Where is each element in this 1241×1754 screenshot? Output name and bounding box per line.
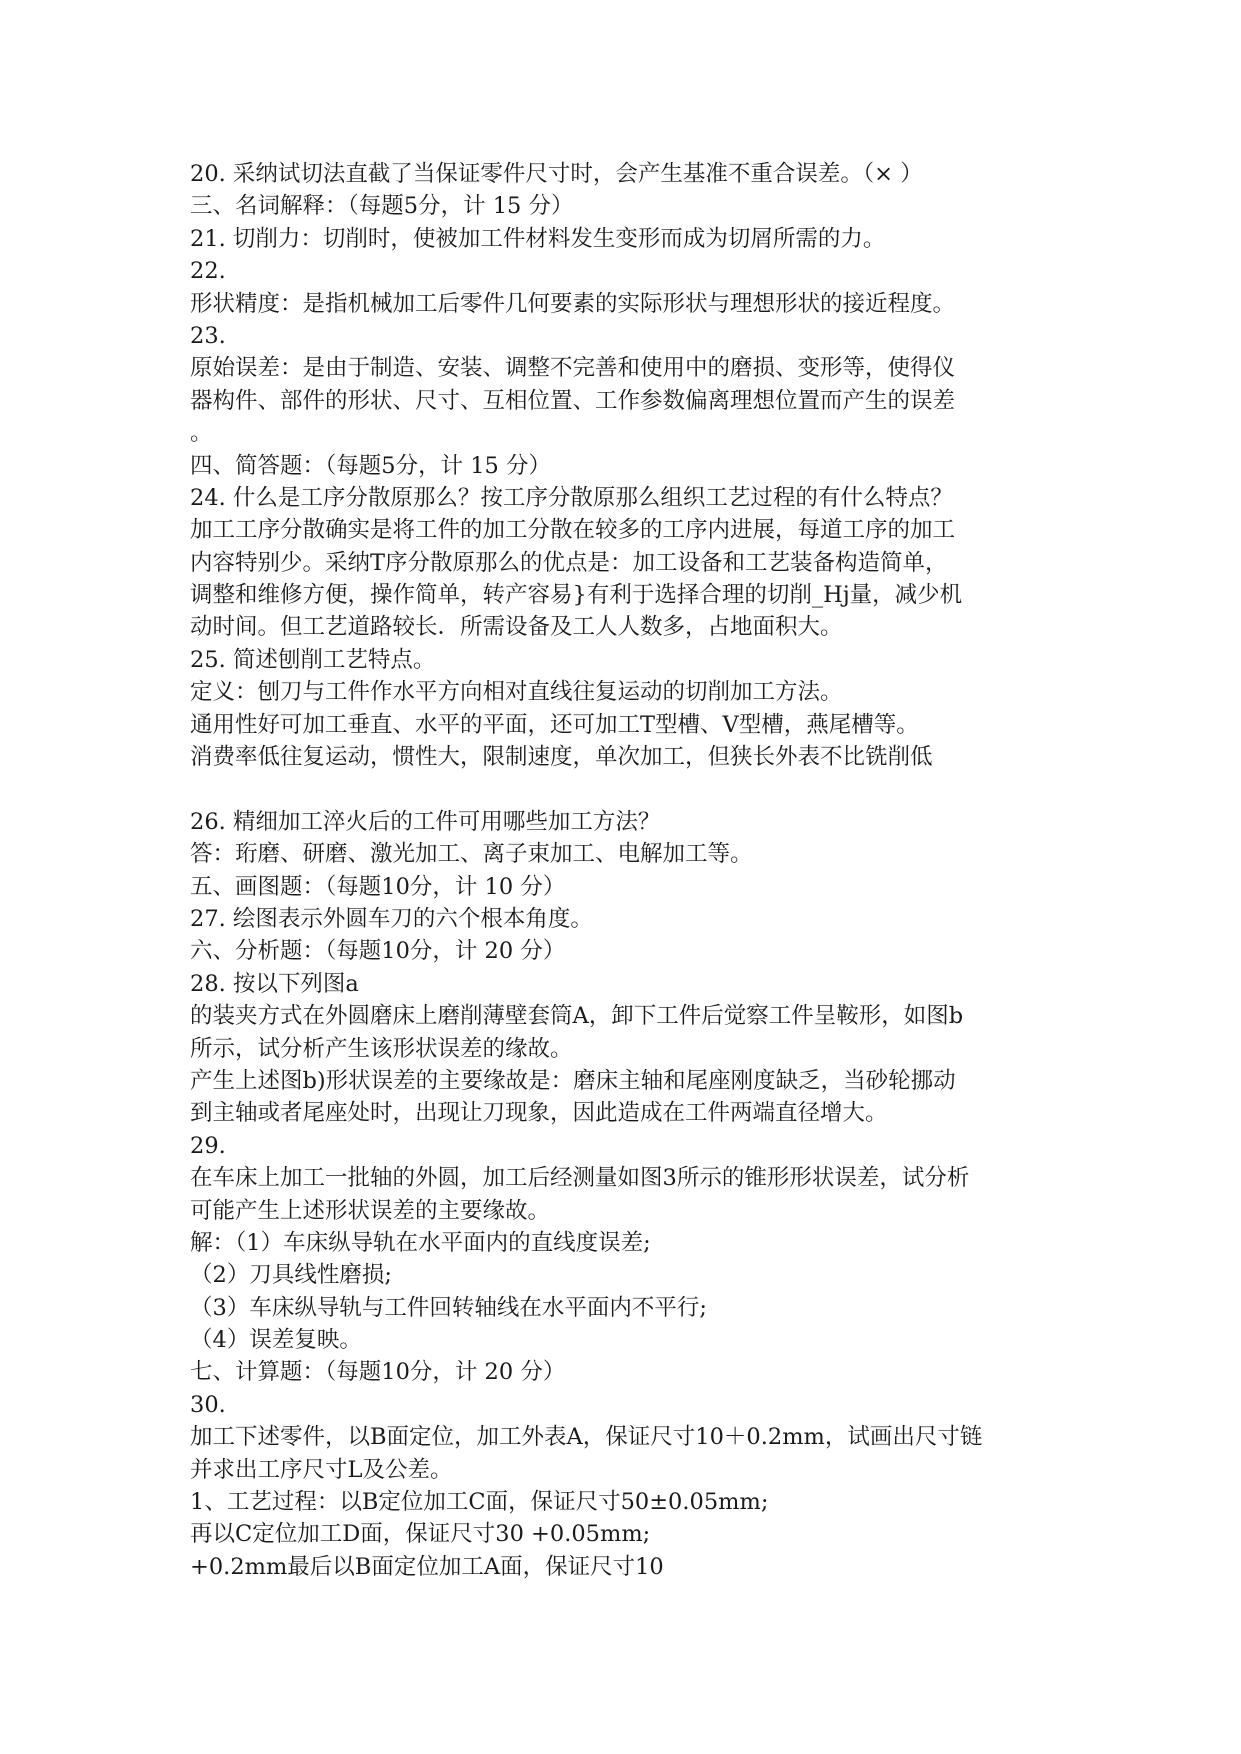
line-q24: 24. 什么是工序分散原那么？按工序分散原那么组织工艺过程的有什么特点？: [190, 484, 953, 511]
line-q21: 21. 切削力：切削时，使被加工件材料发生变形而成为切屑所需的力。: [190, 225, 886, 252]
section-heading-definitions: 三、名词解释：（每题5分，计 15 分）: [190, 193, 574, 220]
line-q30-step-2: 再以C定位加工D面，保证尺寸30 +0.05mm;: [190, 1521, 651, 1548]
line-q23-number: 23.: [190, 322, 226, 349]
line-q28-answer-2: 到主轴或者尾座处时，出现让刀现象，因此造成在工件两端直径增大。: [190, 1100, 888, 1127]
section-heading-short-answer: 四、简答题：（每题5分，计 15 分）: [190, 452, 552, 479]
line-q23-text-2: 器构件、部件的形状、尺寸、互相位置、工作参数偏离理想位置而产生的误差: [190, 387, 956, 414]
line-q28-answer-1: 产生上述图b)形状误差的主要缘故是：磨床主轴和尾座刚度缺乏，当砂轮挪动: [190, 1067, 956, 1094]
line-q23-text-1: 原始误差：是由于制造、安装、调整不完善和使用中的磨损、变形等，使得仪: [190, 355, 956, 382]
line-q29-answer-3: （3）车床纵导轨与工件回转轴线在水平面内不平行;: [190, 1294, 707, 1321]
section-heading-calculation: 七、计算题：（每题10分，计 20 分）: [190, 1359, 566, 1386]
line-q29-answer-2: （2）刀具线性磨损;: [190, 1262, 392, 1289]
line-q27: 27. 绘图表示外圆车刀的六个根本角度。: [190, 905, 593, 932]
line-q30-step-1: 1、工艺过程：以B定位加工C面，保证尺寸50±0.05mm;: [190, 1489, 769, 1516]
section-heading-drawing: 五、画图题：（每题10分，计 10 分）: [190, 873, 566, 900]
line-q28-text-1: 的装夹方式在外圆磨床上磨削薄壁套筒A，卸下工件后觉察工件呈鞍形，如图b: [190, 1003, 964, 1030]
line-q29-text-2: 可能产生上述形状误差的主要缘故。: [190, 1197, 551, 1224]
line-q24-answer-4: 动时间。但工艺道路较长．所需设备及工人人数多，占地面积大。: [190, 614, 843, 641]
line-q20: 20. 采纳试切法直截了当保证零件尺寸时，会产生基准不重合误差。（× ）: [190, 161, 923, 187]
line-q23-text-3: 。: [190, 420, 213, 447]
section-heading-analysis: 六、分析题：（每题10分，计 20 分）: [190, 938, 566, 965]
line-q25-answer-3: 消费率低往复运动，惯性大，限制速度，单次加工，但狭长外表不比铣削低: [190, 744, 933, 771]
line-q28-number: 28. 按以下列图a: [190, 970, 359, 997]
line-q29-number: 29.: [190, 1132, 226, 1159]
line-q24-answer-3: 调整和维修方便，操作简单，转产容易}有利于选择合理的切削_Hj量，减少机: [190, 582, 963, 609]
line-q29-text-1: 在车床上加工一批轴的外圆，加工后经测量如图3所示的锥形形状误差，试分析: [190, 1165, 970, 1192]
line-q22-text: 形状精度：是指机械加工后零件几何要素的实际形状与理想形状的接近程度。: [190, 290, 956, 317]
line-q28-text-2: 所示，试分析产生该形状误差的缘故。: [190, 1035, 573, 1062]
line-q29-answer-4: （4）误差复映。: [190, 1327, 362, 1354]
line-q24-answer-1: 加工工序分散确实是将工件的加工分散在较多的工序内进展，每道工序的加工: [190, 517, 956, 544]
line-q29-answer-1: 解：（1）车床纵导轨在水平面内的直线度误差;: [190, 1229, 651, 1256]
line-q22-number: 22.: [190, 258, 226, 285]
line-q25-answer-1: 定义：刨刀与工件作水平方向相对直线往复运动的切削加工方法。: [190, 679, 843, 706]
line-q26: 26. 精细加工淬火后的工件可用哪些加工方法？: [190, 808, 661, 835]
document-body: [190, 158, 1070, 1583]
line-q30-text-2: 并求出工序尺寸L及公差。: [190, 1456, 453, 1483]
blank-line: [190, 773, 1070, 805]
line-q24-answer-2: 内容特别少。采纳T序分散原那么的优点是：加工设备和工艺装备构造简单，: [190, 549, 948, 576]
line-q26-answer: 答：珩磨、研磨、激光加工、离子束加工、电解加工等。: [190, 841, 753, 868]
line-q30-step-3: +0.2mm最后以B面定位加工A面，保证尺寸10: [190, 1553, 664, 1580]
line-q30-number: 30.: [190, 1391, 226, 1418]
line-q25: 25. 简述刨削工艺特点。: [190, 646, 436, 673]
line-q30-text-1: 加工下述零件，以B面定位，加工外表A，保证尺寸10＋0.2mm，试画出尺寸链: [190, 1424, 983, 1451]
line-q25-answer-2: 通用性好可加工垂直、水平的平面，还可加工T型槽、V型槽，燕尾槽等。: [190, 711, 919, 738]
